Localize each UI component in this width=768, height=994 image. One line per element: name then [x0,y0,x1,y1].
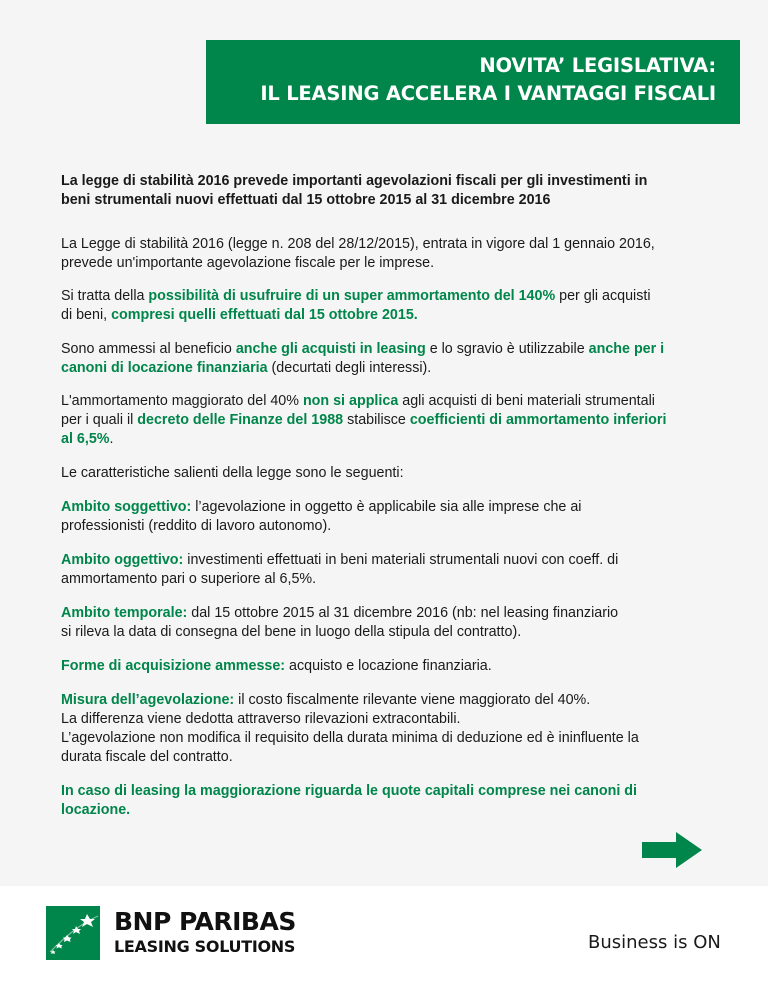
header-title-line-1: NOVITA’ LEGISLATIVA: [479,54,716,77]
item-ambito-oggettivo [61,551,721,589]
text: agli acquisti di beni materiali strumentali [398,393,655,409]
text: e lo sgravio è utilizzabile [425,341,589,357]
paragraph-legge [61,235,721,273]
logo-brand-subtitle: LEASING SOLUTIONS [114,937,296,956]
intro-line-1: La legge di stabilità 2016 prevede importanti agevolazioni fiscali per gli investimenti in [61,173,648,189]
highlight: possibilità di usufruire di un super ammortamento del 140% [148,288,556,304]
paragraph-caratteristiche [61,464,721,483]
document-body [61,172,721,820]
highlight: compresi quelli effettuati dal 15 ottobre 2015. [111,307,418,323]
tagline: Business is ON [588,932,721,953]
closing-paragraph [61,782,721,820]
text: dal 15 ottobre 2015 al 31 dicembre 2016 (nb: nel leasing finanziario [187,605,619,621]
highlight: canoni di locazione finanziaria [61,360,268,376]
paragraph-beneficio [61,340,721,378]
text: L’agevolazione non modifica il requisito della durata minima di deduzione ed è ininfluente la [61,730,639,746]
text: (decurtati degli interessi). [267,360,432,376]
highlight: coefficienti di ammortamento inferiori [409,412,667,428]
highlight: al 6,5% [61,431,110,447]
text: si rileva la data di consegna del bene in luogo della stipula del contratto). [61,624,522,640]
highlight: anche gli acquisti in leasing [235,341,426,357]
item-ambito-soggettivo [61,498,721,536]
text: durata fiscale del contratto. [61,749,233,765]
text: locazione. [61,802,131,818]
text: L'ammortamento maggiorato del 40% [61,393,303,409]
item-forme-acquisizione [61,657,721,676]
text: Sono ammessi al beneficio [61,341,236,357]
text: professionisti (reddito di lavoro autonomo). [61,518,332,534]
text: Le caratteristiche salienti della legge sono le seguenti: [61,465,404,481]
text: stabilisce [343,412,410,428]
bnp-paribas-logo [46,906,316,960]
item-label: Misura dell’agevolazione: [61,692,235,708]
item-label: Ambito oggettivo: [61,552,184,568]
intro-line-2: beni strumentali nuovi effettuati dal 15 ottobre 2015 al 31 dicembre 2016 [61,192,551,208]
text: ammortamento pari o superiore al 6,5%. [61,571,317,587]
header-title-line-2: IL LEASING ACCELERA I VANTAGGI FISCALI [260,82,716,105]
text: In caso di leasing la maggiorazione riguarda le quote capitali comprese nei canoni di [61,783,637,799]
item-label: Forme di acquisizione ammesse: [61,658,286,674]
item-label: Ambito temporale: [61,605,188,621]
text: l’agevolazione in oggetto è applicabile sia alle imprese che ai [191,499,582,515]
highlight: decreto delle Finanze del 1988 [137,412,344,428]
p1-line-1: La Legge di stabilità 2016 (legge n. 208 del 28/12/2015), entrata in vigore dal 1 gennaio 2016, [61,236,655,252]
item-misura-agevolazione [61,691,721,767]
text: di beni, [61,307,112,323]
text: Si tratta della [61,288,149,304]
paragraph-non-si-applica [61,392,721,449]
text: . [109,431,114,447]
highlight: non si applica [302,393,399,409]
stars-logo-icon [46,906,100,960]
arrow-right-icon[interactable] [642,832,702,868]
text: acquisto e locazione finanziaria. [285,658,492,674]
text: il costo fiscalmente rilevante viene maggiorato del 40%. [234,692,591,708]
header-banner [206,40,740,124]
p1-line-2: prevede un'importante agevolazione fiscale per le imprese. [61,255,435,271]
text: investimenti effettuati in beni materiali strumentali nuovi con coeff. di [183,552,619,568]
text: per gli acquisti [555,288,651,304]
text: La differenza viene dedotta attraverso rilevazioni extracontabili. [61,711,461,727]
paragraph-super-ammortamento [61,287,721,325]
item-label: Ambito soggettivo: [61,499,192,515]
logo-brand-name: BNP PARIBAS [114,907,296,936]
item-ambito-temporale [61,604,721,642]
text: per i quali il [61,412,138,428]
highlight: anche per i [588,341,665,357]
intro-paragraph [61,172,721,210]
